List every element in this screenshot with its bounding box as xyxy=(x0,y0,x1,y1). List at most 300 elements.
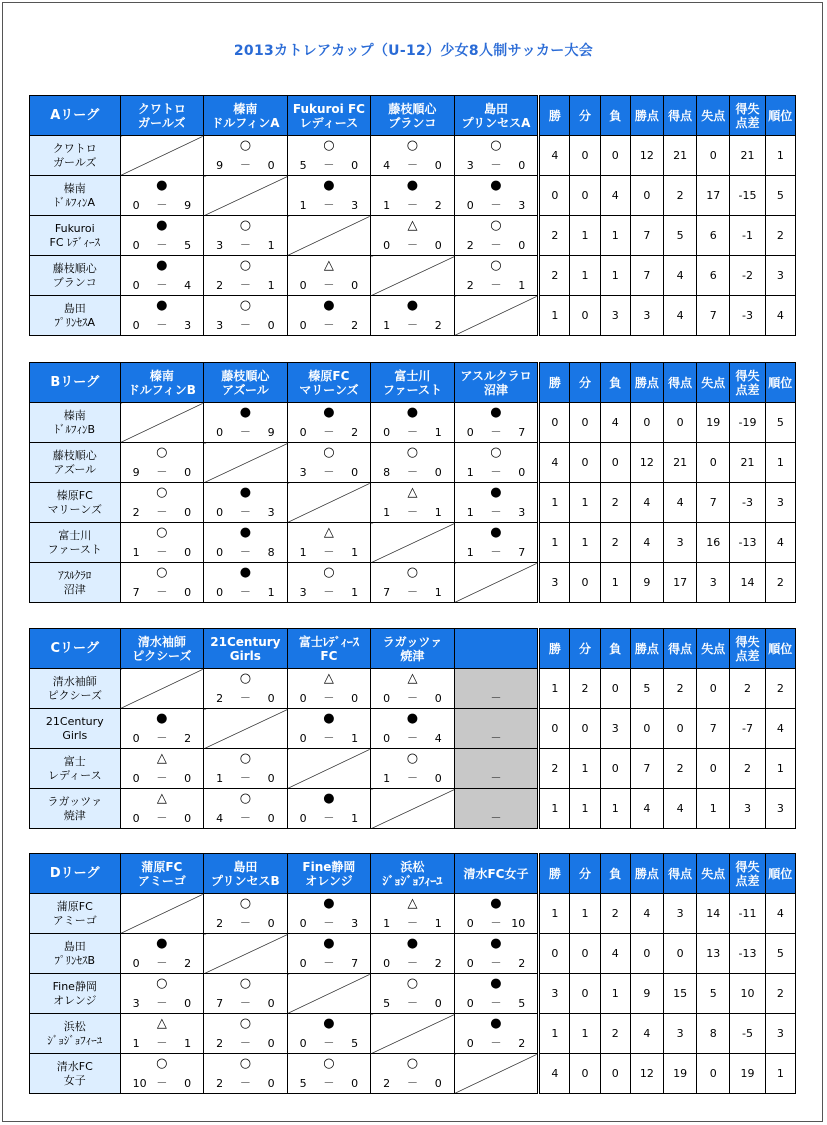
score-opponent: 2 xyxy=(184,957,192,970)
score-dash: － xyxy=(323,425,335,438)
self-match-cell xyxy=(287,749,371,789)
stat-cell: -3 xyxy=(730,483,765,523)
score-own: 2 xyxy=(216,279,224,292)
stat-cell: 3 xyxy=(664,1014,697,1054)
stat-cell: 4 xyxy=(664,256,697,296)
score-opponent: 0 xyxy=(351,692,359,705)
match-result-cell xyxy=(204,749,288,789)
stat-cell: 1 xyxy=(570,789,600,829)
score-opponent: 0 xyxy=(351,279,359,292)
stat-cell: 8 xyxy=(697,1014,730,1054)
loss-mark: ● xyxy=(323,896,335,911)
team-row-name: 藤枝順心 ブランコ xyxy=(30,256,121,296)
score-own: 1 xyxy=(383,506,391,519)
stat-cell: 3 xyxy=(540,563,570,603)
stat-cell: 0 xyxy=(540,709,570,749)
stat-cell: 14 xyxy=(697,894,730,934)
stat-cell: -1 xyxy=(730,216,765,256)
stat-column-header: 失点 xyxy=(697,363,730,403)
score-opponent: 7 xyxy=(351,957,359,970)
loss-mark: ● xyxy=(406,298,419,313)
score-dash: － xyxy=(406,505,418,518)
stat-cell: 5 xyxy=(697,974,730,1014)
draw-mark: △ xyxy=(407,485,418,500)
stat-column-header: 得失 点差 xyxy=(730,363,765,403)
stat-column-header: 負 xyxy=(600,854,630,894)
match-result-cell xyxy=(454,443,538,483)
loss-mark: ● xyxy=(156,178,168,193)
stat-cell: 4 xyxy=(765,894,795,934)
draw-mark: △ xyxy=(156,751,167,766)
score-opponent: 7 xyxy=(518,546,526,559)
score-own: 3 xyxy=(299,586,307,599)
team-row-name: 21Century Girls xyxy=(30,709,121,749)
loss-mark: ● xyxy=(490,936,502,951)
stat-cell: 7 xyxy=(697,483,730,523)
score-own: 0 xyxy=(216,586,224,599)
score-own: 2 xyxy=(216,917,224,930)
stat-cell: 15 xyxy=(664,974,697,1014)
stat-cell: 4 xyxy=(630,483,663,523)
team-row-name: クワトロ ガールズ xyxy=(30,136,121,176)
score-opponent: 1 xyxy=(351,546,359,559)
score-own: 0 xyxy=(132,732,140,745)
stat-cell: 2 xyxy=(664,176,697,216)
self-match-cell xyxy=(204,443,288,483)
team-row-name: ラガッツァ 焼津 xyxy=(30,789,121,829)
stat-cell: 4 xyxy=(664,483,697,523)
win-mark: ○ xyxy=(239,671,252,686)
stat-cell: 1 xyxy=(765,1054,795,1094)
score-dash: － xyxy=(239,811,251,824)
draw-mark: △ xyxy=(156,791,167,806)
score-opponent: 0 xyxy=(184,546,192,559)
team-row-name: 富士 レディース xyxy=(30,749,121,789)
score-dash: － xyxy=(239,585,251,598)
score-own: 3 xyxy=(216,319,224,332)
team-row-name: 島田 ﾌﾟﾘﾝｾｽA xyxy=(30,296,121,336)
score-opponent: 0 xyxy=(351,159,359,172)
stat-cell: 2 xyxy=(540,216,570,256)
score-dash: － xyxy=(406,771,418,784)
score-opponent: 0 xyxy=(184,586,192,599)
stat-cell: 0 xyxy=(697,443,730,483)
stat-cell: 1 xyxy=(570,749,600,789)
team-row-name: 榛原FC マリーンズ xyxy=(30,483,121,523)
team-column-header: アスルクラロ 沼津 xyxy=(454,363,538,403)
stat-column-header: 失点 xyxy=(697,854,730,894)
team-column-header: Fine静岡 オレンジ xyxy=(287,854,371,894)
team-column-header: 21Century Girls xyxy=(204,629,288,669)
score-dash: － xyxy=(406,465,418,478)
stat-column-header: 得点 xyxy=(664,629,697,669)
score-opponent: 0 xyxy=(434,159,442,172)
stat-cell: 14 xyxy=(730,563,765,603)
match-result-cell xyxy=(454,974,538,1014)
win-mark: ○ xyxy=(156,485,168,500)
stat-cell: 3 xyxy=(664,523,697,563)
stat-cell: 2 xyxy=(765,974,795,1014)
score-own: 9 xyxy=(132,466,140,479)
score-opponent: 0 xyxy=(267,692,275,705)
loss-mark: ● xyxy=(323,405,335,420)
match-result-cell xyxy=(287,563,371,603)
score-opponent: 0 xyxy=(184,1077,192,1090)
table-row xyxy=(30,523,796,563)
team-column-header: 富士ﾚﾃﾞｨｰｽ FC xyxy=(287,629,371,669)
team-column-header: 榛原FC マリーンズ xyxy=(287,363,371,403)
team-column-header: 清水袖師 ピクシーズ xyxy=(120,629,204,669)
score-dash: － xyxy=(239,996,251,1009)
match-result-cell xyxy=(287,1054,371,1094)
loss-mark: ● xyxy=(490,178,502,193)
table-row xyxy=(30,216,796,256)
stat-cell: 0 xyxy=(570,176,600,216)
self-match-cell xyxy=(120,403,204,443)
self-match-cell xyxy=(287,216,371,256)
self-match-cell xyxy=(371,789,455,829)
loss-mark: ● xyxy=(156,258,168,273)
stat-cell: -3 xyxy=(730,296,765,336)
match-result-cell xyxy=(371,216,455,256)
score-dash: － xyxy=(156,1036,168,1049)
match-result-cell xyxy=(120,974,204,1014)
match-result-cell xyxy=(120,176,204,216)
win-mark: ○ xyxy=(406,976,419,991)
score-opponent: 2 xyxy=(518,957,526,970)
loss-mark: ● xyxy=(490,1016,502,1031)
match-result-cell xyxy=(371,894,455,934)
score-own: 0 xyxy=(299,957,307,970)
dash-label: － xyxy=(490,811,502,824)
match-result-cell xyxy=(204,789,288,829)
score-own: 0 xyxy=(383,692,391,705)
score-own: 0 xyxy=(299,917,307,930)
stat-column-header: 勝点 xyxy=(630,363,663,403)
dash-label: － xyxy=(490,771,502,784)
score-opponent: 0 xyxy=(351,466,359,479)
stat-cell: -5 xyxy=(730,1014,765,1054)
stat-cell: 0 xyxy=(630,934,663,974)
score-opponent: 2 xyxy=(184,732,192,745)
stat-cell: 17 xyxy=(664,563,697,603)
stat-cell: 19 xyxy=(697,403,730,443)
league-name: Bリーグ xyxy=(30,363,121,403)
score-opponent: 1 xyxy=(434,506,442,519)
win-mark: ○ xyxy=(406,751,419,766)
score-dash: － xyxy=(239,318,251,331)
win-mark: ○ xyxy=(239,1056,252,1071)
match-result-cell xyxy=(204,403,288,443)
loss-mark: ● xyxy=(156,218,168,233)
score-dash: － xyxy=(239,771,251,784)
stat-column-header: 分 xyxy=(570,96,600,136)
score-opponent: 3 xyxy=(184,319,192,332)
score-own: 0 xyxy=(383,957,391,970)
win-mark: ○ xyxy=(239,896,252,911)
score-own: 0 xyxy=(132,812,140,825)
match-result-cell xyxy=(120,789,204,829)
score-opponent: 0 xyxy=(518,239,526,252)
stat-column-header: 分 xyxy=(570,629,600,669)
stat-cell: 2 xyxy=(600,523,630,563)
stat-cell: 4 xyxy=(540,1054,570,1094)
score-dash: － xyxy=(156,771,168,784)
score-own: 0 xyxy=(383,426,391,439)
stat-cell: 4 xyxy=(600,934,630,974)
stat-cell: 10 xyxy=(730,974,765,1014)
match-result-cell xyxy=(287,894,371,934)
stat-cell: 0 xyxy=(630,403,663,443)
table-row xyxy=(30,749,796,789)
score-opponent: 1 xyxy=(434,917,442,930)
score-own: 1 xyxy=(216,772,224,785)
stat-cell: 0 xyxy=(664,403,697,443)
score-opponent: 0 xyxy=(267,1077,275,1090)
stat-cell: 1 xyxy=(697,789,730,829)
stat-column-header: 勝 xyxy=(540,96,570,136)
stat-cell: 3 xyxy=(697,563,730,603)
score-opponent: 2 xyxy=(518,1037,526,1050)
table-row xyxy=(30,1054,796,1094)
match-result-cell xyxy=(371,563,455,603)
stat-cell: -2 xyxy=(730,256,765,296)
stat-column-header: 得点 xyxy=(664,363,697,403)
loss-mark: ● xyxy=(490,525,502,540)
table-row xyxy=(30,176,796,216)
table-row xyxy=(30,403,796,443)
self-match-cell xyxy=(371,523,455,563)
table-row xyxy=(30,563,796,603)
score-own: 1 xyxy=(132,546,140,559)
stat-cell: 4 xyxy=(765,709,795,749)
league-table-4 xyxy=(29,853,796,1094)
stat-cell: 0 xyxy=(540,403,570,443)
score-dash: － xyxy=(490,545,502,558)
stat-column-header: 得点 xyxy=(664,96,697,136)
stat-cell: 3 xyxy=(765,256,795,296)
win-mark: ○ xyxy=(156,976,168,991)
stat-cell: 1 xyxy=(540,894,570,934)
stat-cell: 0 xyxy=(600,443,630,483)
score-own: 2 xyxy=(216,1077,224,1090)
stat-cell: 1 xyxy=(765,749,795,789)
score-dash: － xyxy=(490,158,502,171)
match-result-cell xyxy=(120,709,204,749)
stat-cell: 3 xyxy=(600,296,630,336)
stat-cell: 0 xyxy=(570,709,600,749)
score-opponent: 0 xyxy=(351,1077,359,1090)
stat-column-header: 失点 xyxy=(697,96,730,136)
match-result-cell xyxy=(204,1054,288,1094)
stat-cell: 1 xyxy=(765,136,795,176)
win-mark: ○ xyxy=(490,445,502,460)
loss-mark: ● xyxy=(490,405,502,420)
team-column-header: 富士川 ファースト xyxy=(371,363,455,403)
stat-cell: 2 xyxy=(600,483,630,523)
match-result-cell xyxy=(120,1054,204,1094)
stat-cell: 7 xyxy=(630,749,663,789)
league-name: Dリーグ xyxy=(30,854,121,894)
table-row xyxy=(30,974,796,1014)
score-dash: － xyxy=(490,505,502,518)
stat-cell: 3 xyxy=(765,789,795,829)
stat-cell: 4 xyxy=(630,894,663,934)
stat-cell: 0 xyxy=(600,1054,630,1094)
stat-column-header: 勝点 xyxy=(630,629,663,669)
score-opponent: 0 xyxy=(434,1077,442,1090)
score-opponent: 3 xyxy=(518,506,526,519)
team-column-header: 榛南 ドルフィンB xyxy=(120,363,204,403)
score-own: 1 xyxy=(466,506,474,519)
stat-cell: 21 xyxy=(664,443,697,483)
score-dash: － xyxy=(490,238,502,251)
draw-mark: △ xyxy=(323,525,334,540)
score-dash: － xyxy=(156,545,168,558)
stat-column-header: 得失 点差 xyxy=(730,629,765,669)
score-own: 0 xyxy=(466,1037,474,1050)
score-dash: － xyxy=(323,811,335,824)
loss-mark: ● xyxy=(323,1016,335,1031)
stat-cell: 2 xyxy=(765,563,795,603)
score-dash: － xyxy=(239,505,251,518)
score-dash: － xyxy=(156,585,168,598)
stat-cell: 3 xyxy=(600,709,630,749)
league-table-3 xyxy=(29,628,796,829)
score-opponent: 5 xyxy=(184,239,192,252)
stat-cell: 16 xyxy=(697,523,730,563)
match-result-cell xyxy=(120,483,204,523)
stat-cell: 1 xyxy=(600,216,630,256)
stat-cell: -15 xyxy=(730,176,765,216)
league-name: Aリーグ xyxy=(30,96,121,136)
score-dash: － xyxy=(239,1036,251,1049)
score-own: 0 xyxy=(299,732,307,745)
stat-cell: 1 xyxy=(540,483,570,523)
stat-cell: -11 xyxy=(730,894,765,934)
stat-cell: 0 xyxy=(600,749,630,789)
match-result-cell xyxy=(204,1014,288,1054)
score-own: 0 xyxy=(132,957,140,970)
stat-cell: 0 xyxy=(630,709,663,749)
score-opponent: 0 xyxy=(267,917,275,930)
stat-cell: 2 xyxy=(730,749,765,789)
stat-cell: 3 xyxy=(765,483,795,523)
loss-mark: ● xyxy=(490,485,502,500)
win-mark: ○ xyxy=(490,138,502,153)
score-dash: － xyxy=(323,731,335,744)
score-own: 0 xyxy=(466,426,474,439)
score-dash: － xyxy=(323,1036,335,1049)
table-row xyxy=(30,669,796,709)
score-own: 0 xyxy=(216,546,224,559)
win-mark: ○ xyxy=(239,138,252,153)
loss-mark: ● xyxy=(156,298,168,313)
draw-mark: △ xyxy=(156,1016,167,1031)
score-opponent: 3 xyxy=(351,917,359,930)
stat-cell: 4 xyxy=(540,443,570,483)
loss-mark: ● xyxy=(239,405,252,420)
loss-mark: ● xyxy=(490,976,502,991)
score-dash: － xyxy=(239,916,251,929)
stat-cell: 19 xyxy=(730,1054,765,1094)
stat-cell: 4 xyxy=(630,789,663,829)
score-own: 0 xyxy=(216,426,224,439)
match-result-cell xyxy=(204,136,288,176)
stat-cell: 21 xyxy=(730,136,765,176)
score-own: 5 xyxy=(299,159,307,172)
table-row xyxy=(30,709,796,749)
draw-mark: △ xyxy=(323,671,334,686)
stat-column-header: 得点 xyxy=(664,854,697,894)
score-own: 8 xyxy=(383,466,391,479)
match-result-cell xyxy=(287,403,371,443)
score-own: 3 xyxy=(299,466,307,479)
score-own: 0 xyxy=(132,319,140,332)
win-mark: ○ xyxy=(490,258,502,273)
match-result-cell xyxy=(454,483,538,523)
score-dash: － xyxy=(323,158,335,171)
loss-mark: ● xyxy=(239,525,252,540)
score-dash: － xyxy=(406,158,418,171)
match-result-cell xyxy=(120,523,204,563)
score-dash: － xyxy=(406,731,418,744)
loss-mark: ● xyxy=(323,791,335,806)
match-result-cell xyxy=(120,296,204,336)
score-opponent: 2 xyxy=(434,199,442,212)
stat-cell: 21 xyxy=(664,136,697,176)
stat-cell: 2 xyxy=(765,669,795,709)
score-opponent: 10 xyxy=(511,917,526,930)
table-row xyxy=(30,136,796,176)
league-name: Cリーグ xyxy=(30,629,121,669)
score-opponent: 9 xyxy=(184,199,192,212)
table-row xyxy=(30,789,796,829)
stat-cell: 7 xyxy=(697,296,730,336)
score-own: 1 xyxy=(383,772,391,785)
score-own: 4 xyxy=(383,159,391,172)
score-own: 2 xyxy=(466,239,474,252)
score-opponent: 3 xyxy=(518,199,526,212)
match-result-cell xyxy=(454,523,538,563)
stat-cell: 4 xyxy=(664,296,697,336)
score-own: 0 xyxy=(132,199,140,212)
match-result-cell xyxy=(287,296,371,336)
stat-cell: 7 xyxy=(630,216,663,256)
stat-cell: 3 xyxy=(540,974,570,1014)
loss-mark: ● xyxy=(239,565,252,580)
score-dash: － xyxy=(239,158,251,171)
score-opponent: 3 xyxy=(267,506,275,519)
match-result-cell xyxy=(371,974,455,1014)
team-row-name: 藤枝順心 アズール xyxy=(30,443,121,483)
table-row xyxy=(30,296,796,336)
team-column-header: 藤枝順心 ブランコ xyxy=(371,96,455,136)
draw-mark: △ xyxy=(407,671,418,686)
score-dash: － xyxy=(406,916,418,929)
stat-cell: 2 xyxy=(540,256,570,296)
team-row-name: 富士川 ファースト xyxy=(30,523,121,563)
stat-cell: 1 xyxy=(570,483,600,523)
score-opponent: 0 xyxy=(434,466,442,479)
score-dash: － xyxy=(490,278,502,291)
draw-mark: △ xyxy=(407,896,418,911)
stat-cell: 7 xyxy=(697,709,730,749)
stat-cell: 0 xyxy=(664,709,697,749)
match-result-cell xyxy=(371,749,455,789)
stat-cell: 2 xyxy=(765,216,795,256)
stat-cell: 2 xyxy=(730,669,765,709)
